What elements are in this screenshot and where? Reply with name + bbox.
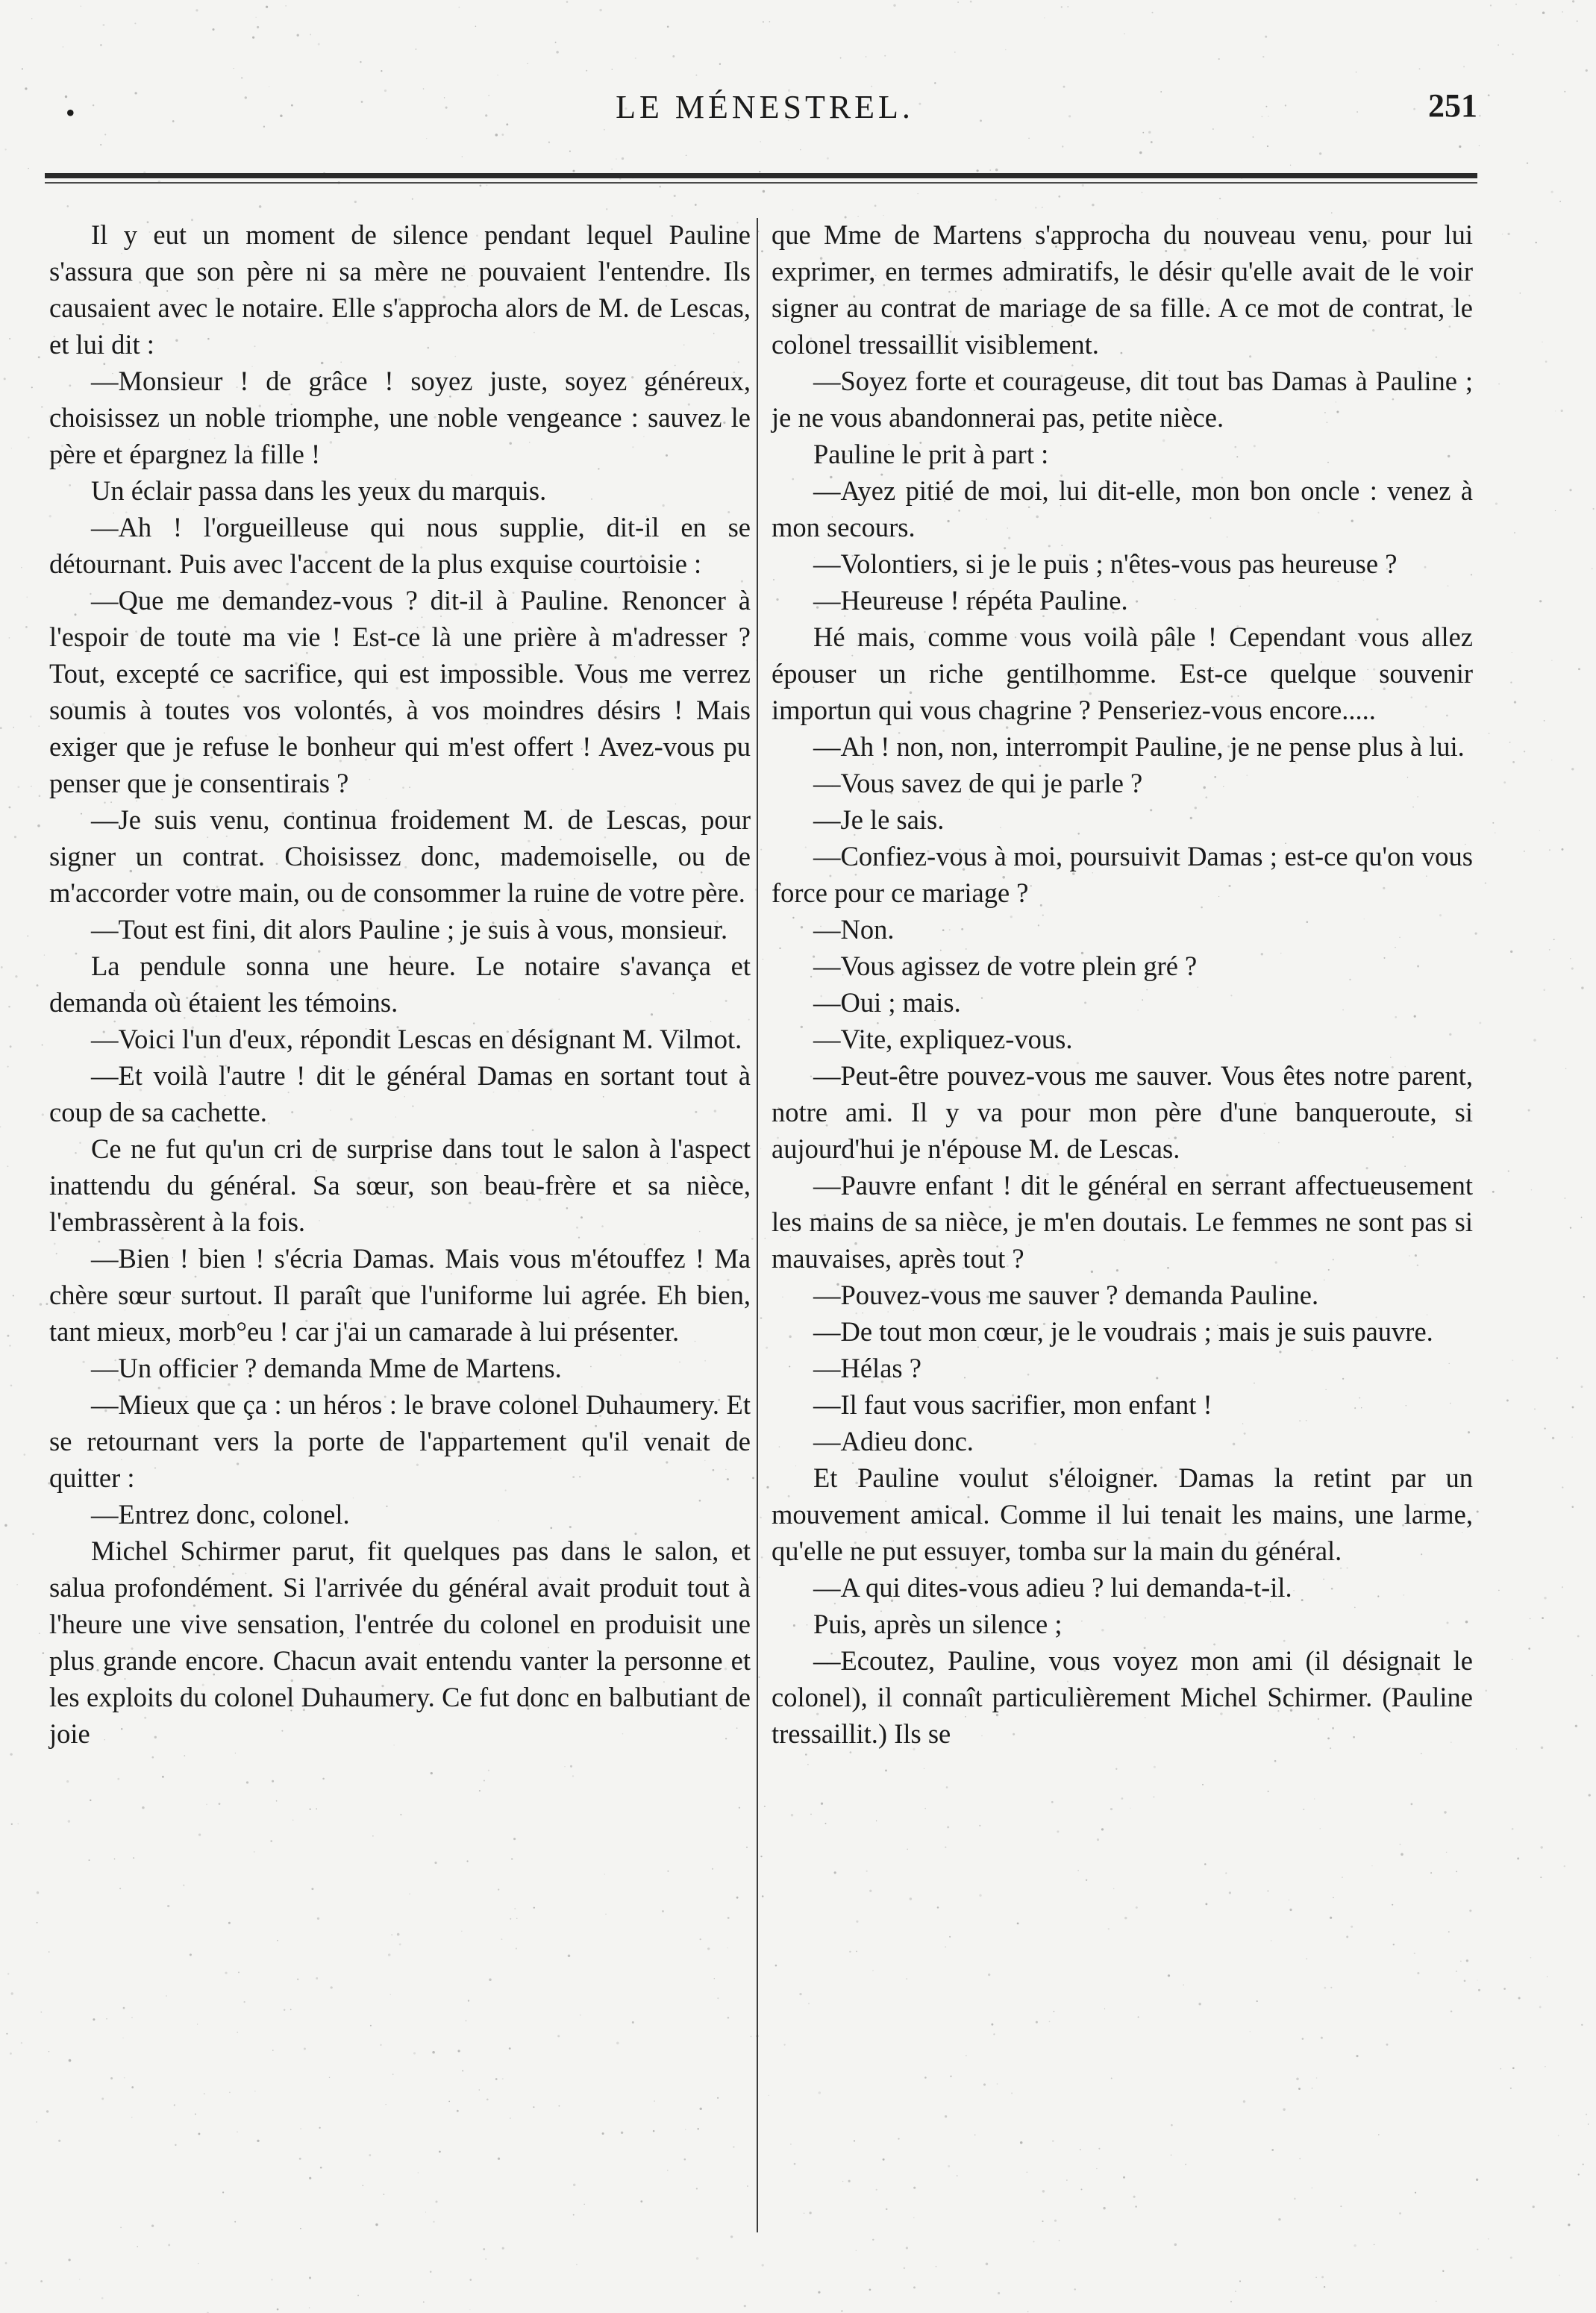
paragraph: —Vous agissez de votre plein gré ? [813,951,1198,981]
paragraph: —Que me demandez-vous ? dit-il à Pauline. Renoncer à l'espoir de toute ma vie ! Est-ce là une prière à m'adresser ? Tout, excepté ce sacrifice, qui est impossible. Vous me verrez soumis à toutes vos volontés, à vos moindres désirs ! Mais exiger que je refuse le bonheur qui m'est offert ! Avez-vous pu penser que je consentirais ? [49,585,751,798]
paragraph: —Ah ! l'orgueilleuse qui nous supplie, dit-il en se détournant. Puis avec l'accent de la plus exquise courtoisie : [49,512,751,579]
paragraph: —Non. [813,914,895,945]
paragraph: —Ah ! non, non, interrompit Pauline, je ne pense plus à lui. [813,731,1465,762]
paragraph: —Monsieur ! de grâce ! soyez juste, soyez généreux, choisissez un noble triomphe, une noble vengeance : sauvez le père et épargnez la fille ! [49,366,751,469]
journal-title: LE MÉNESTREL. [616,89,914,125]
paragraph: —Mieux que ça : un héros : le brave colonel Duhaumery. Et se retournant vers la porte de l'appartement qu'il venait de quitter : [49,1389,751,1493]
paragraph: La pendule sonna une heure. Le notaire s'avança et demanda où étaient les témoins. [49,951,751,1018]
paragraph: —Un officier ? demanda Mme de Martens. [91,1353,562,1383]
paragraph: —Peut-être pouvez-vous me sauver. Vous êtes notre parent, notre ami. Il y va pour mon père d'une banqueroute, si aujourd'hui je n'épouse M. de Lescas. [772,1060,1473,1164]
paragraph: —Vite, expliquez-vous. [813,1024,1073,1054]
header-rule-thick [45,173,1477,178]
paragraph: Michel Schirmer parut, fit quelques pas dans le salon, et salua profondément. Si l'arrivée du général avait produit tout à l'heure une vive sensation, l'entrée du colonel en produisit une plus grande encore. Chacun avait entendu vanter la personne et les exploits du colonel Duhaumery. Ce fut donc en balbutiant de joie [49,1536,751,1749]
paragraph: —Oui ; mais. [813,987,961,1018]
paragraph: —Volontiers, si je le puis ; n'êtes-vous pas heureuse ? [813,548,1398,579]
paragraph: —Confiez-vous à moi, poursuivit Damas ; est-ce qu'on vous force pour ce mariage ? [772,841,1473,908]
text-column-left [49,216,751,1752]
paragraph: que Mme de Martens s'approcha du nouveau venu, pour lui exprimer, en termes admiratifs, le désir qu'elle avait de le voir signer au contrat de mariage de sa fille. A ce mot de contrat, le colonel tressaillit visiblement. [772,219,1473,360]
paragraph: —Et voilà l'autre ! dit le général Damas en sortant tout à coup de sa cachette. [49,1060,751,1127]
paragraph: —Hélas ? [813,1353,921,1383]
page-number: 251 [1428,87,1477,124]
paragraph: —Pouvez-vous me sauver ? demanda Pauline. [813,1280,1319,1310]
paragraph: Hé mais, comme vous voilà pâle ! Cependant vous allez épouser un riche gentilhomme. Est-ce quelque souvenir importun qui vous chagrine ? Penseriez-vous encore..... [772,622,1473,725]
paragraph: —Pauvre enfant ! dit le général en serrant affectueusement les mains de sa nièce, je m'en doutais. Le femmes ne sont pas si mauvaises, après tout ? [772,1170,1473,1274]
paragraph: —Soyez forte et courageuse, dit tout bas Damas à Pauline ; je ne vous abandonnerai pas, petite nièce. [772,366,1473,433]
header-bullet: • [66,98,75,128]
text-column-right [772,216,1473,1752]
paragraph: —Heureuse ! répéta Pauline. [813,585,1128,616]
paragraph: Ce ne fut qu'un cri de surprise dans tout le salon à l'aspect inattendu du général. Sa sœur, son beau-frère et sa nièce, l'embrassèrent à la fois. [49,1133,751,1237]
header-rule-thin [45,182,1477,184]
paragraph: Un éclair passa dans les yeux du marquis. [91,475,547,506]
paragraph: —Je suis venu, continua froidement M. de Lescas, pour signer un contrat. Choisissez donc, mademoiselle, ou de m'accorder votre main, ou de consommer la ruine de votre père. [49,804,751,908]
paragraph: —Vous savez de qui je parle ? [813,768,1143,798]
paragraph: —Ayez pitié de moi, lui dit-elle, mon bon oncle : venez à mon secours. [772,475,1473,542]
paragraph: Il y eut un moment de silence pendant lequel Pauline s'assura que son père ni sa mère ne pouvaient l'entendre. Ils causaient avec le notaire. Elle s'approcha alors de M. de Lescas, et lui dit : [49,219,751,360]
paragraph: —A qui dites-vous adieu ? lui demanda-t-il. [813,1572,1292,1603]
paragraph: —Bien ! bien ! s'écria Damas. Mais vous m'étouffez ! Ma chère sœur surtout. Il paraît que l'uniforme lui agrée. Eh bien, tant mieux, morb°eu ! car j'ai un camarade à lui présenter. [49,1243,751,1347]
paragraph: —Ecoutez, Pauline, vous voyez mon ami (il désignait le colonel), il connaît particulièrement Michel Schirmer. (Pauline tressaillit.) Ils se [772,1645,1473,1749]
paragraph: Puis, après un silence ; [813,1609,1063,1639]
paragraph: —Je le sais. [813,804,945,835]
paragraph: —Il faut vous sacrifier, mon enfant ! [813,1389,1212,1420]
paragraph: —Tout est fini, dit alors Pauline ; je suis à vous, monsieur. [91,914,728,945]
paragraph: —Voici l'un d'eux, répondit Lescas en désignant M. Vilmot. [91,1024,742,1054]
running-head [52,82,1477,134]
column-divider [757,218,758,2232]
paragraph: —Adieu donc. [813,1426,974,1456]
paragraph: Et Pauline voulut s'éloigner. Damas la retint par un mouvement amical. Comme il lui tenait les mains, une larme, qu'elle ne put essuyer, tomba sur la main du général. [772,1462,1473,1566]
paragraph: —Entrez donc, colonel. [91,1499,350,1530]
paragraph: Pauline le prit à part : [813,439,1049,469]
paragraph: —De tout mon cœur, je le voudrais ; mais je suis pauvre. [813,1316,1433,1347]
